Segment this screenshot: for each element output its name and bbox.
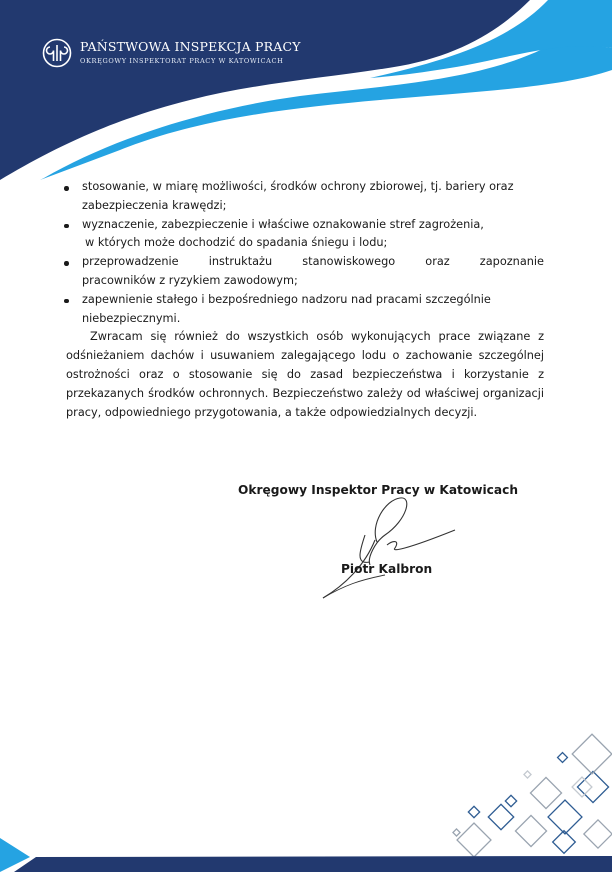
list-item-line: wyznaczenie, zabezpieczenie i właściwe oznakowanie stref zagrożenia, [82,217,484,231]
diamond-shape [505,795,516,806]
footer-navy-bar [14,856,612,872]
letter-body [66,178,544,422]
list-item [66,216,544,254]
diamond-shape [577,771,608,802]
list-item-continuation [66,272,544,291]
organization-name: PAŃSTWOWA INSPEKCJA PRACY [80,39,301,54]
header-banner [0,0,612,180]
organization-subtitle: OKRĘGOWY INSPEKTORAT PRACY W KATOWICACH [80,57,284,65]
handwritten-signature-icon [315,490,465,605]
list-item-line: zabezpieczenia krawędzi; [82,198,227,212]
list-item-line: pracowników z ryzykiem zawodowym; [82,273,298,287]
list-item [66,291,544,329]
diamond-shape [468,806,479,817]
list-item [66,178,544,216]
signatory-title: Okręgowy Inspektor Pracy w Katowicach [238,483,519,497]
list-item [66,253,544,272]
list-item-line: przeprowadzenie instruktażu stanowiskowego oraz zapoznanie [82,255,544,269]
diamond-shape [558,753,568,763]
diamond-shape [530,777,561,808]
list-item-line: niebezpiecznymi. [82,311,181,325]
list-item-line: w których może dochodzić do spadania śniegu i lodu; [85,236,388,250]
diamond-shape [572,777,592,797]
safety-measures-list [66,178,544,328]
list-item-line: zapewnienie stałego i bezpośredniego nadzoru nad pracami szczególnie [82,292,491,306]
footer-banner [0,820,612,872]
diamond-shape [524,771,531,778]
closing-paragraph: Zwracam się również do wszystkich osób wykonujących prace związane z odśnieżaniem dachów i usuwaniem zalegającego lodu o zachowanie szczególnej ostrożności oraz o stosowanie się do zasad bezpieczeństwa i korzystanie z przekazanych środków ochronnych. Bezpieczeństwo zależy od właściwej organizacji pracy, odpowiedniego przygotowania, a także odpowiedzialnych decyzji. [66,330,544,419]
pip-logo-icon [42,38,72,68]
list-item-line: stosowanie, w miarę możliwości, środków ochrony zbiorowej, tj. bariery oraz [82,180,514,193]
diamond-shape [572,734,612,774]
organization-logo-block [42,38,301,68]
signatory-name: Piotr Kalbron [341,562,433,576]
